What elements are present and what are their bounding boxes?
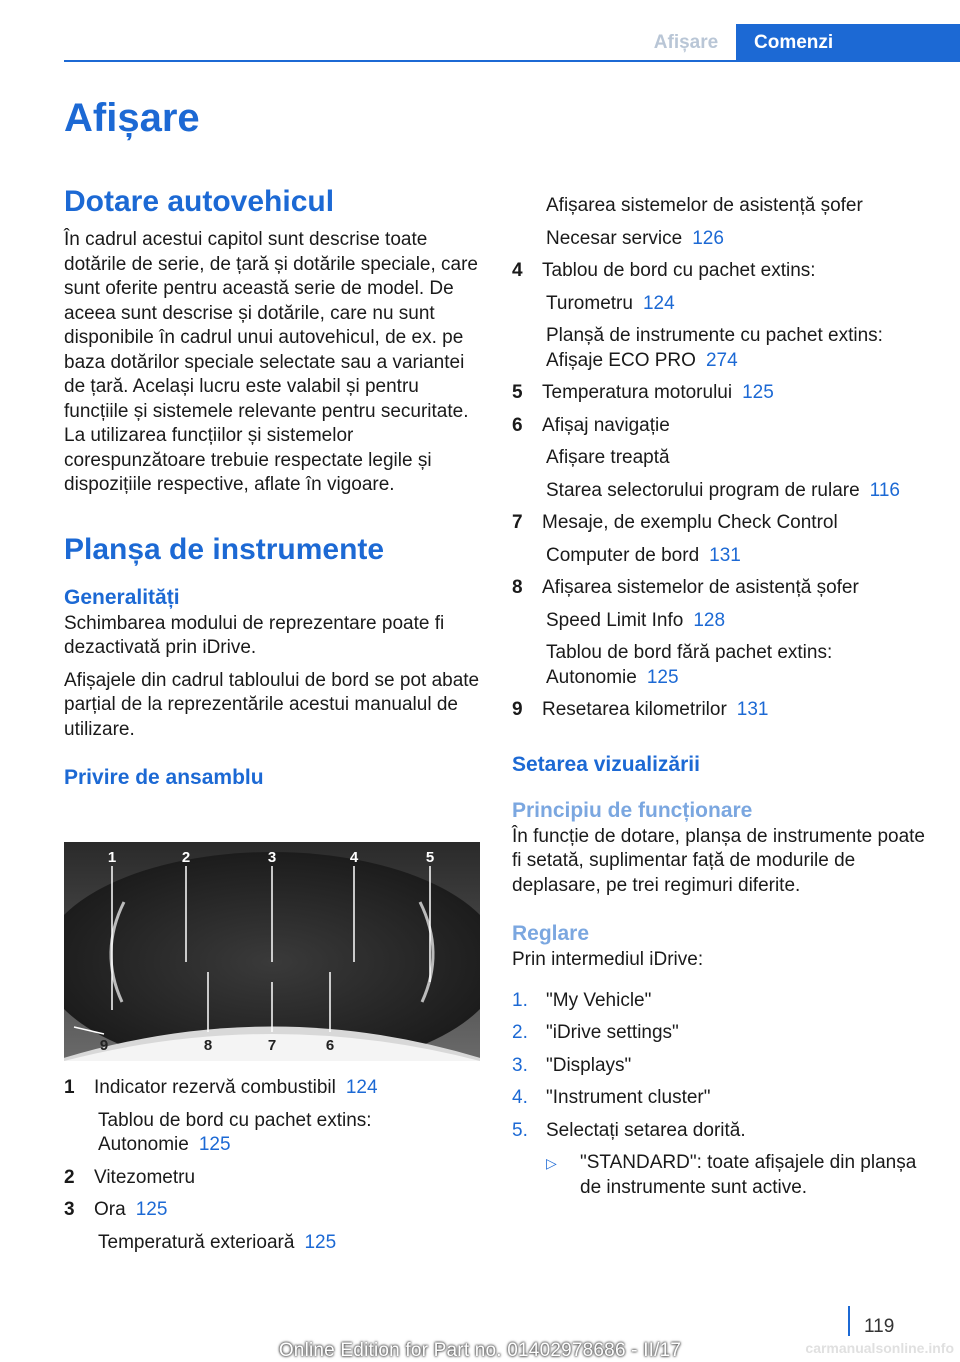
footer-edition: Online Edition for Part no. 01402978686 - II/17 bbox=[278, 1340, 682, 1361]
legend-item: 9 Resetarea kilometrilor 131 bbox=[512, 699, 769, 720]
page-ref-link[interactable]: 125 bbox=[135, 1199, 168, 1220]
legend-subitem: Computer de bord 131 bbox=[546, 544, 741, 566]
page-ref-link[interactable]: 124 bbox=[642, 292, 675, 314]
legend-item: 4 Tablou de bord cu pachet extins: bbox=[512, 260, 816, 281]
callout-label: 8 bbox=[203, 1037, 213, 1054]
callout-label: 7 bbox=[267, 1037, 277, 1054]
callout-label: 9 bbox=[99, 1037, 109, 1054]
header-divider bbox=[64, 60, 960, 62]
page-ref-link[interactable]: 126 bbox=[692, 227, 724, 249]
page-ref-link[interactable]: 125 bbox=[742, 382, 774, 403]
page-ref-link[interactable]: 125 bbox=[198, 1134, 231, 1155]
legend-subitem: Temperatură exterioară 125 bbox=[98, 1231, 337, 1253]
callout-label: 4 bbox=[349, 849, 359, 866]
left-column bbox=[64, 184, 480, 792]
callout-label: 6 bbox=[325, 1037, 335, 1054]
setting-intro: Prin intermediul iDrive: bbox=[512, 949, 704, 970]
setting-title: Reglare bbox=[512, 922, 590, 945]
callout-label: 3 bbox=[267, 849, 277, 866]
header-bar bbox=[0, 0, 960, 62]
legend-subitem: Afișarea sistemelor de asistență șofer bbox=[546, 195, 863, 216]
footer-divider bbox=[848, 1306, 850, 1336]
right-column bbox=[512, 194, 932, 1200]
legend-subitem: Starea selectorului program de rulare 116 bbox=[546, 479, 900, 501]
step-item: 4. "Instrument cluster" bbox=[512, 1087, 711, 1108]
legend-item: 8 Afișarea sistemelor de asistență șofer bbox=[512, 577, 859, 598]
legend-subitem: Turometru 124 bbox=[546, 292, 675, 314]
bullet-item: ▷ "STANDARD": toate afișajele din planșa de instrumente sunt active. bbox=[546, 1151, 932, 1200]
step-item: 2. "iDrive settings" bbox=[512, 1022, 679, 1043]
page-number: 119 bbox=[864, 1316, 895, 1337]
triangle-bullet-icon: ▷ bbox=[546, 1155, 557, 1171]
legend-item: 7 Mesaje, de exemplu Check Control bbox=[512, 512, 838, 533]
callout-label: 1 bbox=[107, 849, 117, 866]
page-ref-link[interactable]: 125 bbox=[646, 666, 679, 688]
page-ref-link[interactable]: 131 bbox=[736, 699, 769, 720]
legend-subitem: Planșă de instrumente cu pachet extins: Afișaje ECO PRO 274 bbox=[546, 325, 883, 371]
tab-comenzi[interactable]: Comenzi bbox=[736, 24, 960, 62]
general-paragraph-2: Afișajele din cadrul tabloului de bord se pot abate parțial de la reprezentările acestui manualul de utilizare. bbox=[64, 669, 480, 740]
legend-subitem: Speed Limit Info 128 bbox=[546, 609, 726, 631]
legend-item: 1 Indicator rezervă combustibil 124 bbox=[64, 1077, 378, 1098]
page-title: Afișare bbox=[64, 96, 200, 140]
page-ref-link[interactable]: 131 bbox=[709, 544, 741, 566]
step-item: 1. "My Vehicle" bbox=[512, 989, 652, 1011]
left-legend bbox=[64, 1076, 480, 1263]
instrument-cluster-image bbox=[64, 842, 480, 1061]
watermark: carmanualsonline.info bbox=[805, 1340, 954, 1356]
step-item: 5. Selectați setarea dorită. bbox=[512, 1119, 746, 1141]
principle-title: Principiu de funcționare bbox=[512, 798, 753, 822]
page-ref-link[interactable]: 116 bbox=[869, 479, 900, 501]
page-ref-link[interactable]: 128 bbox=[693, 609, 726, 631]
legend-item: 3 Ora 125 bbox=[64, 1199, 168, 1220]
callout-label: 5 bbox=[425, 849, 435, 866]
principle-paragraph: În funcție de dotare, planșa de instrumente poate fi setată, suplimentar față de modurile de deplasare, pe trei regimuri diferite. bbox=[512, 825, 925, 896]
step-item: 3. "Displays" bbox=[512, 1054, 632, 1076]
intro-paragraph: În cadrul acestui capitol sunt descrise toate dotările de serie, de țară și dotările speciale, care sunt oferite pentru această serie de model. De aceea sunt descrise și dotările, care nu sunt disponibile în cadrul unui autovehicul, de ex. pe baza dotărilor speciale selectate sau a variantei de țară. Același lucru este valabil și pentru funcțiile și sistemele relevante pentru securitate. La utilizarea funcțiilor și sistemelor corespunzătoare trebuie respectate legile și dispozițiile respective, aflate în vigoare. bbox=[64, 229, 479, 495]
legend-subitem: Necesar service 126 bbox=[546, 227, 724, 249]
page-ref-link[interactable]: 124 bbox=[345, 1077, 378, 1098]
tab-afisare[interactable]: Afișare bbox=[653, 32, 719, 53]
chapter-title: Planșa de instrumente bbox=[64, 532, 385, 566]
page-ref-link[interactable]: 274 bbox=[705, 349, 738, 371]
general-paragraph-1: Schimbarea modului de reprezentare poate fi dezactivată prin iDrive. bbox=[64, 612, 445, 658]
callout-label: 2 bbox=[181, 849, 191, 866]
legend-item: 5 Temperatura motorului 125 bbox=[512, 382, 774, 403]
legend-item: 2 Vitezometru bbox=[64, 1166, 196, 1188]
overview-title: Privire de ansamblu bbox=[64, 766, 264, 789]
view-title: Setarea vizualizării bbox=[512, 752, 700, 776]
legend-subitem: Tablou de bord fără pachet extins: Autonomie 125 bbox=[546, 642, 833, 688]
legend-subitem: Afișare treaptă bbox=[546, 447, 670, 468]
section-title: Dotare autovehicul bbox=[64, 185, 335, 218]
legend-item: 6 Afișaj navigație bbox=[512, 414, 670, 436]
page-ref-link[interactable]: 125 bbox=[304, 1231, 337, 1253]
general-title: Generalități bbox=[64, 585, 180, 609]
legend-subitem: Tablou de bord cu pachet extins: Autonomie 125 bbox=[98, 1109, 372, 1155]
